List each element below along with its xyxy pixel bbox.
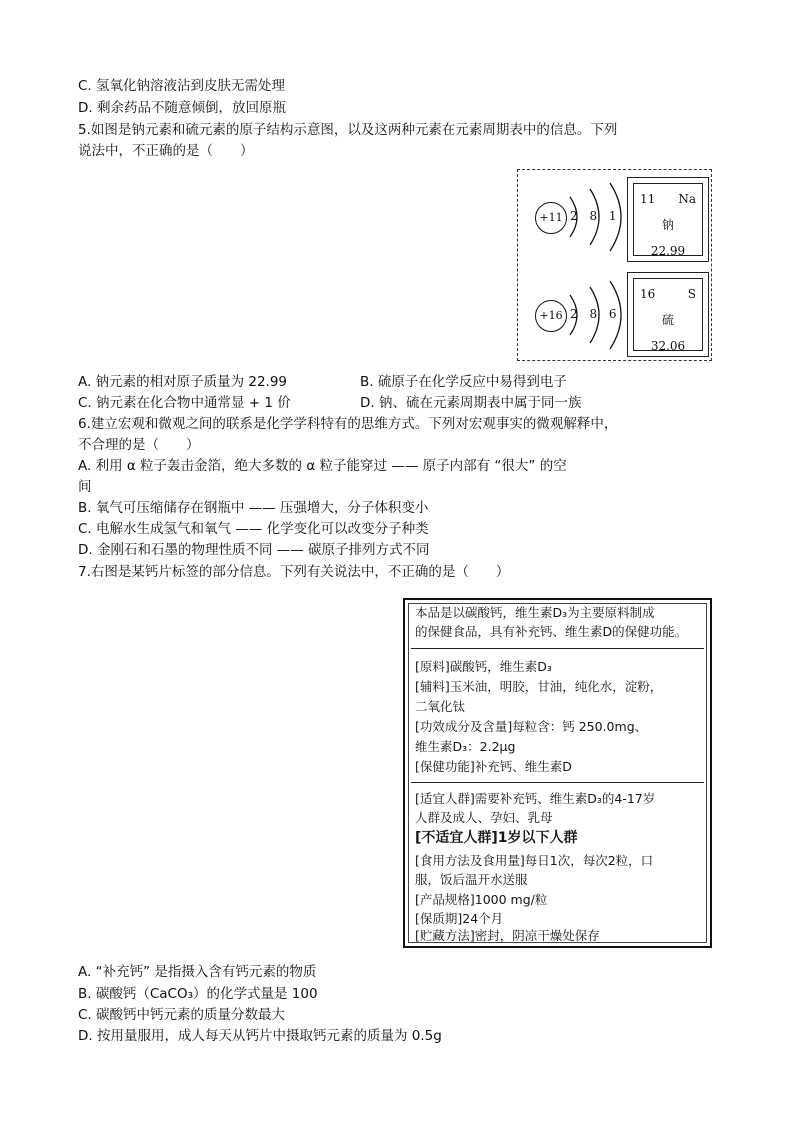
label-divider [411,782,704,783]
q5-option-b: B. 硫原子在化学反应中易得到电子 [360,374,567,390]
q7-option-b: B. 碳酸钙（CaCO₃）的化学式量是 100 [78,986,318,1002]
label-line-1: 本品是以碳酸钙，维生素D₃为主要原料制成 [415,605,655,620]
s-periodic-cell [627,272,709,357]
q7-option-c: C. 碳酸钙中钙元素的质量分数最大 [78,1007,286,1023]
q5-option-d: D. 钠、硫在元素周期表中属于同一族 [360,395,582,411]
label-line-4: [辅料]玉米油，明胶，甘油，纯化水，淀粉， [415,679,663,694]
label-line-15: [保质期]24个月 [415,911,504,926]
q7-stem: 7.右图是某钙片标签的部分信息。下列有关说法中，不正确的是（ ） [78,564,510,580]
q5-stem-line1: 5.如图是钠元素和硫元素的原子结构示意图，以及这两种元素在元素周期表中的信息。下列 [78,122,618,138]
q4-option-d: D. 剩余药品不随意倾倒，放回原瓶 [78,100,286,116]
na-mass: 22.99 [650,244,686,258]
s-name: 硫 [661,313,674,327]
label-line-12: [食用方法及食用量]每日1次，每次2粒，口 [415,853,654,868]
label-line-3: [原料]碳酸钙，维生素D₃ [415,659,552,674]
label-line-7: 维生素D₃：2.2μg [415,739,516,754]
q7-option-d: D. 按用量服用，成人每天从钙片中摄取钙元素的质量为 0.5g [78,1028,442,1044]
q6-stem-line2: 不合理的是（ ） [78,437,200,453]
na-shell-electrons: 2 8 1 [570,209,621,223]
q6-option-b: B. 氧气可压缩储存在钢瓶中 —— 压强增大，分子体积变小 [78,500,429,516]
label-line-8: [保健功能]补充钙、维生素D [415,759,572,774]
label-line-11: [不适宜人群]1岁以下人群 [415,830,578,846]
q5-options-row2 [78,393,581,413]
atom-structure-figure [517,169,713,362]
na-atomic-number: 11 [640,192,656,206]
label-line-13: 服，饭后温开水送服 [415,872,528,887]
s-mass: 32.06 [650,339,686,353]
s-atomic-number: 16 [640,287,656,301]
q5-option-c: C. 钠元素在化合物中通常显 + 1 价 [78,395,291,411]
q5-stem-line2: 说法中，不正确的是（ ） [78,143,254,159]
label-line-10: 人群及成人、孕妇、乳母 [415,810,553,825]
label-divider [411,648,704,649]
q6-stem-line1: 6.建立宏观和微观之间的联系是化学学科特有的思维方式。下列对宏观事实的微观解释中， [78,416,618,432]
label-line-2: 的保健食品，具有补充钙、维生素D的保健功能。 [415,624,688,639]
label-line-16: [贮藏方法]密封，阴凉干燥处保存 [415,928,600,943]
s-shell-electrons: 2 8 6 [570,307,621,321]
q6-option-c: C. 电解水生成氢气和氧气 —— 化学变化可以改变分子种类 [78,521,429,537]
q5-options-row1 [78,372,567,392]
q6-option-a-line2: 间 [78,479,92,495]
label-line-9: [适宜人群]需要补充钙、维生素D₃的4-17岁 [415,791,656,806]
q6-option-d: D. 金刚石和石墨的物理性质不同 —— 碳原子排列方式不同 [78,542,430,558]
q6-option-a-line1: A. 利用 α 粒子轰击金箔，绝大多数的 α 粒子能穿过 —— 原子内部有 “很大” 的空 [78,458,567,474]
s-symbol: S [687,287,696,301]
label-line-6: [功效成分及含量]每粒含：钙 250.0mg、 [415,719,648,734]
label-line-5: 二氧化钛 [415,699,466,714]
q4-option-c: C. 氢氧化钠溶液沾到皮肤无需处理 [78,78,286,94]
s-nucleus: +16 [535,300,567,332]
na-nucleus: +11 [535,202,567,234]
na-name: 钠 [661,218,674,232]
q7-option-a: A. “补充钙” 是指摄入含有钙元素的物质 [78,964,317,980]
na-symbol: Na [678,192,696,206]
label-line-14: [产品规格]1000 mg/粒 [415,892,548,907]
calcium-tablet-label [403,598,712,948]
na-periodic-cell [627,177,709,262]
q5-option-a: A. 钠元素的相对原子质量为 22.99 [78,374,288,390]
